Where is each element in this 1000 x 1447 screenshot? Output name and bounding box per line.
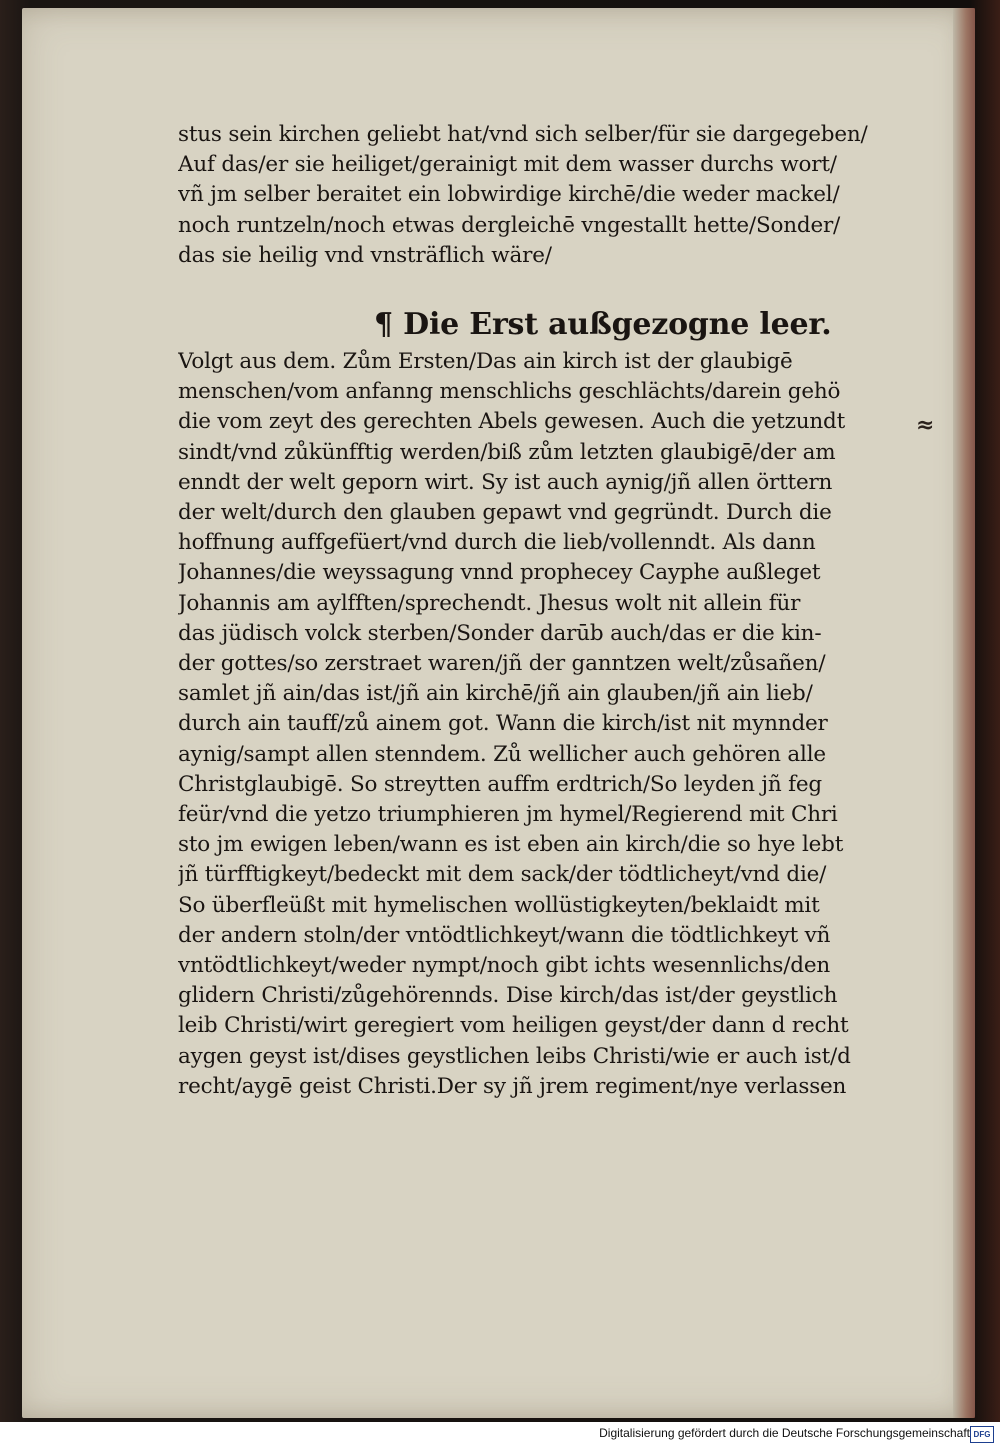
paragraph-2-line: Johannes/die weyssagung vnnd prophecey Cayphe außleget: [178, 560, 821, 586]
paragraph-2-line: das jüdisch volck sterben/Sonder darūb auch/das er die kin-: [178, 620, 822, 646]
paragraph-2-line: feür/vnd die yetzo triumphieren jm hymel/Regierend mit Chri: [178, 802, 838, 828]
section-heading: [178, 307, 918, 343]
paragraph-2-line: Christglaubigē. So streytten auffm erdtrich/So leyden jñ feg: [178, 771, 822, 797]
paragraph-2-line: leib Christi/wirt geregiert vom heiligen geyst/der dann d recht: [178, 1013, 849, 1039]
paragraph-2-line: menschen/vom anfanng menschlichs geschlächts/darein gehö: [178, 379, 841, 405]
paragraph-2-line: So überfleüßt mit hymelischen wollüstigkeyten/beklaidt mit: [178, 892, 820, 918]
page-text: [178, 120, 918, 1102]
paragraph-1-line: Auf das/er sie heiliget/gerainigt mit dem wasser durchs wort/: [178, 152, 837, 178]
paragraph-2-line: enndt der welt geporn wirt. Sy ist auch aynig/jñ allen örttern: [178, 469, 833, 495]
paragraph-1-line: stus sein kirchen geliebt hat/vnd sich selber/für sie dargegeben/: [178, 122, 868, 147]
page-edge: [953, 8, 975, 1418]
paragraph-2-line: der andern stoln/der vntödtlichkeyt/wann die tödtlichkeyt vñ: [178, 922, 831, 948]
margin-reclamant-icon: ≈: [916, 412, 935, 438]
pilcrow-icon: ¶: [374, 307, 404, 343]
paragraph-2-line: jñ türfftigkeyt/bedeckt mit dem sack/der tödtlicheyt/vnd die/: [178, 862, 827, 888]
paragraph-2-line: durch ain tauff/zů ainem got. Wann die kirch/ist nit mynnder: [178, 711, 828, 737]
footer-credit: Digitalisierung gefördert durch die Deutsche Forschungsgemeinschaft: [599, 1426, 970, 1440]
paragraph-2-line: aynig/sampt allen stenndem. Zů wellicher auch gehören alle: [178, 741, 826, 767]
section-heading-text: Die Erst außgezogne leer.: [403, 307, 832, 343]
paragraph-2-line: samlet jñ ain/das ist/jñ ain kirchē/jñ ain glauben/jñ ain lieb/: [178, 681, 813, 707]
paragraph-2: [178, 347, 918, 1102]
paragraph-2-line: sindt/vnd zůkünfftig werden/biß zům letzten glaubigē/der am: [178, 439, 836, 465]
paragraph-2-line: hoffnung auffgefüert/vnd durch die lieb/vollenndt. Als dann: [178, 530, 816, 556]
footer-bar: [0, 1422, 1000, 1447]
paragraph-2-line: Volgt aus dem. Zům Ersten/Das ain kirch ist der glaubigē: [178, 349, 793, 375]
paragraph-1-line: noch runtzeln/noch etwas dergleichē vngestallt hette/Sonder/: [178, 212, 841, 238]
paragraph-2-line: glidern Christi/zůgehörennds. Dise kirch/das ist/der geystlich: [178, 983, 838, 1009]
paragraph-2-line: die vom zeyt des gerechten Abels gewesen. Auch die yetzundt: [178, 409, 846, 435]
paragraph-2-line: Johannis am aylfften/sprechendt. Jhesus wolt nit allein für: [178, 590, 801, 616]
paragraph-2-line: der gottes/so zerstraet waren/jñ der ganntzen welt/zůsañen/: [178, 651, 826, 677]
paragraph-2-line: aygen geyst ist/dises geystlichen leibs Christi/wie er auch ist/d: [178, 1043, 851, 1069]
paragraph-2-line: sto jm ewigen leben/wann es ist eben ain kirch/die so hye lebt: [178, 832, 844, 858]
dfg-logo: DFG: [970, 1426, 994, 1443]
paragraph-2-line: recht/aygē geist Christi.Der sy jñ jrem regiment/nye verlassen: [178, 1073, 847, 1099]
paragraph-2-line: der welt/durch den glauben gepawt vnd gegründt. Durch die: [178, 500, 832, 526]
paragraph-1: [178, 120, 918, 271]
paragraph-1-line: das sie heilig vnd vnsträflich wäre/: [178, 242, 552, 268]
paragraph-2-line: vntödtlichkeyt/weder nympt/noch gibt ichts wesennlichs/den: [178, 953, 831, 979]
paragraph-1-line: vñ jm selber beraitet ein lobwirdige kirchē/die weder mackel/: [178, 182, 840, 208]
